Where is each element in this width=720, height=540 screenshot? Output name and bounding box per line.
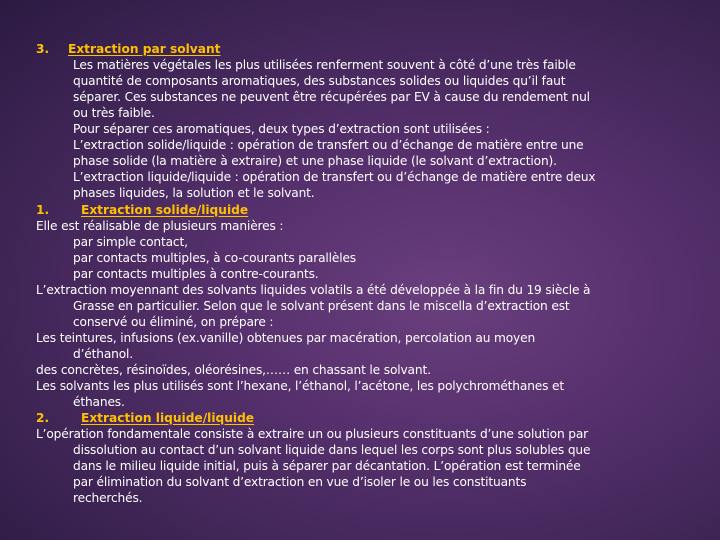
- list-item: par contacts multiples à contre-courants.: [73, 267, 319, 281]
- paragraph-line: des concrètes, résinoïdes, oléorésines,…… en chassant le solvant.: [36, 363, 431, 377]
- heading-number: 3.: [36, 42, 50, 56]
- paragraph-line: Les teintures, infusions (ex.vanille) obtenues par macération, percolation au moyen: [36, 331, 536, 345]
- paragraph-line: Grasse en particulier. Selon que le solvant présent dans le miscella d’extraction est: [73, 299, 570, 313]
- list-item: par contacts multiples, à co-courants parallèles: [73, 251, 356, 265]
- list-item: par simple contact,: [73, 235, 188, 249]
- paragraph-line: Les matières végétales les plus utilisées renferment souvent à côté d’une très faible: [73, 58, 576, 72]
- paragraph-line: Les solvants les plus utilisés sont l’hexane, l’éthanol, l’acétone, les polychrométhanes et: [36, 379, 565, 393]
- heading-title: Extraction liquide/liquide: [81, 411, 255, 425]
- paragraph-line: ou très faible.: [73, 106, 155, 120]
- paragraph-line: L’opération fondamentale consiste à extraire un ou plusieurs constituants d’une solution par: [36, 427, 589, 441]
- paragraph-line: séparer. Ces substances ne peuvent être récupérées par EV à cause du rendement nul: [73, 90, 590, 104]
- paragraph-line: Elle est réalisable de plusieurs manières :: [36, 219, 284, 233]
- paragraph-line: éthanes.: [73, 395, 125, 409]
- paragraph-line: L’extraction moyennant des solvants liquides volatils a été développée à la fin du 19 siècle à: [36, 283, 591, 297]
- paragraph-line: L’extraction liquide/liquide : opération de transfert ou d’échange de matière entre deux: [73, 170, 596, 184]
- paragraph-line: phases liquides, la solution et le solvant.: [73, 186, 315, 200]
- paragraph-line: recherchés.: [73, 491, 143, 505]
- heading-number: 1.: [36, 203, 50, 217]
- heading-extraction-par-solvant: [36, 41, 220, 57]
- heading-extraction-solide-liquide: [36, 202, 248, 218]
- heading-extraction-liquide-liquide: [36, 410, 254, 426]
- paragraph-line: conservé ou éliminé, on prépare :: [73, 315, 274, 329]
- paragraph-line: L’extraction solide/liquide : opération de transfert ou d’échange de matière entre une: [73, 138, 584, 152]
- paragraph-line: d’éthanol.: [73, 347, 134, 361]
- heading-number: 2.: [36, 411, 50, 425]
- paragraph-line: dans le milieu liquide initial, puis à séparer par décantation. L’opération est terminée: [73, 459, 581, 473]
- heading-title: Extraction solide/liquide: [81, 203, 249, 217]
- paragraph-line: quantité de composants aromatiques, des substances solides ou liquides qu’il faut: [73, 74, 566, 88]
- paragraph-line: dissolution au contact d’un solvant liquide dans lequel les corps sont plus solubles que: [73, 443, 591, 457]
- heading-title: Extraction par solvant: [68, 42, 221, 56]
- paragraph-line: phase solide (la matière à extraire) et une phase liquide (le solvant d’extraction).: [73, 154, 557, 168]
- paragraph-line: par élimination du solvant d’extraction en vue d’isoler le ou les constituants: [73, 475, 527, 489]
- paragraph-line: Pour séparer ces aromatiques, deux types d’extraction sont utilisées :: [73, 122, 490, 136]
